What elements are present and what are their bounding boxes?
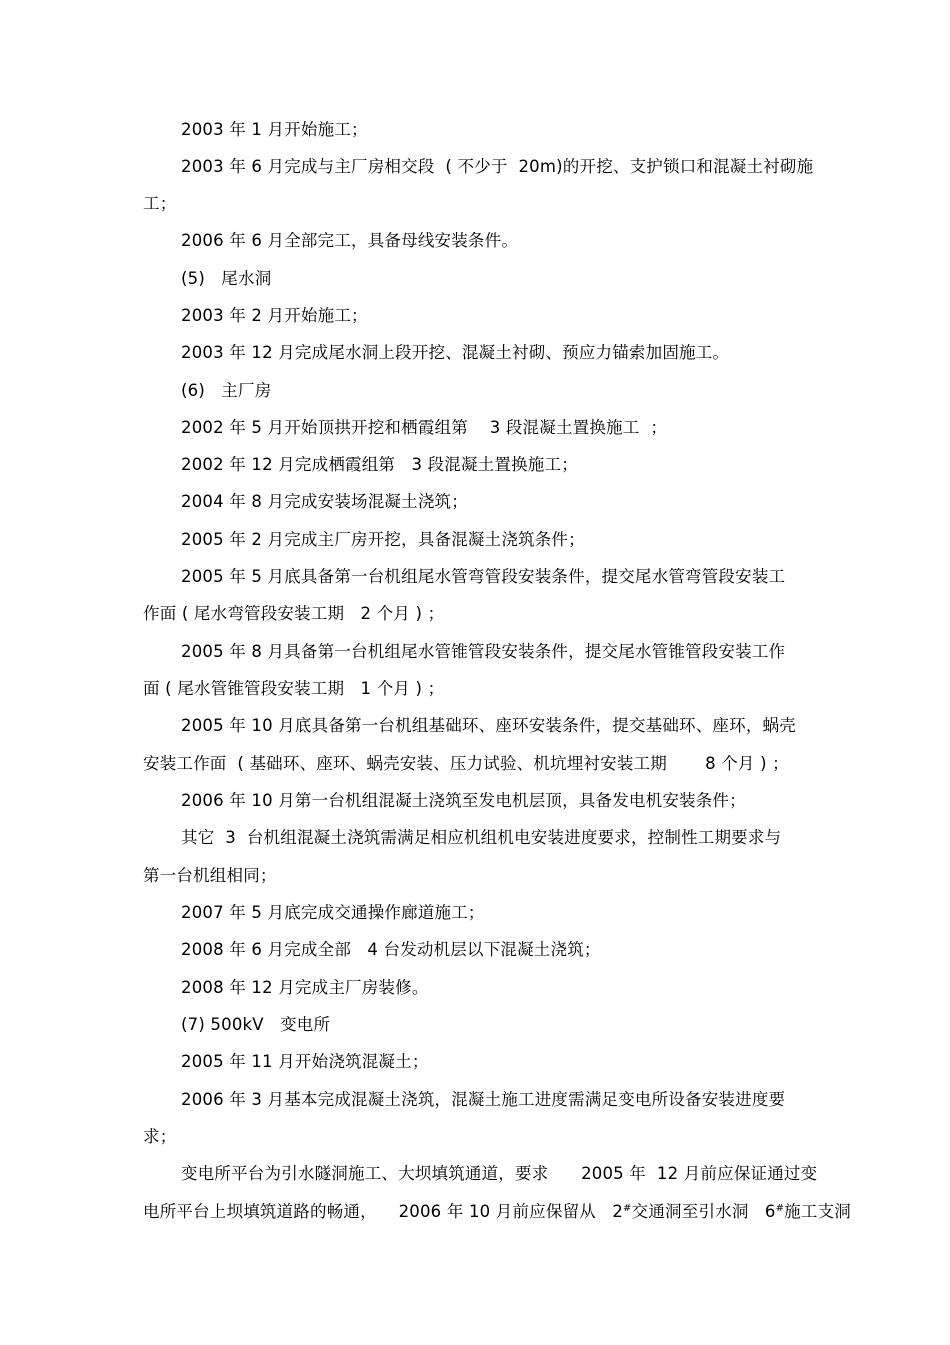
text-line: 2006 年 3 月基本完成混凝土浇筑，混凝土施工进度需满足变电所设备安装进度要 xyxy=(181,1090,786,1109)
text-segment: 施工支洞 xyxy=(784,1202,851,1221)
section-heading: (7) 500kV 变电所 xyxy=(181,1015,331,1034)
text-segment: 交通洞至引水洞 6 xyxy=(631,1202,776,1221)
text-line: 2006 年 10 月第一台机组混凝土浇筑至发电机层顶，具备发电机安装条件； xyxy=(181,791,746,810)
text-line: 2005 年 10 月底具备第一台机组基础环、座环安装条件，提交基础环、座环，蜗壳 xyxy=(181,716,796,735)
text-line: 作面 ( 尾水弯管段安装工期 2 个月 ) ； xyxy=(143,604,445,623)
text-line: 求； xyxy=(143,1127,177,1146)
text-line: 第一台机组相同； xyxy=(143,866,277,885)
text-line: 2002 年 5 月开始顶拱开挖和栖霞组第 3 段混凝土置换施工 ； xyxy=(181,418,668,437)
text-line: 2003 年 12 月完成尾水洞上段开挖、混凝土衬砌、预应力锚索加固施工。 xyxy=(181,343,730,362)
text-line: 2003 年 1 月开始施工； xyxy=(181,120,368,139)
superscript-mark: # xyxy=(623,1203,632,1214)
text-line: 2003 年 2 月开始施工； xyxy=(181,306,368,325)
text-line: 2005 年 8 月具备第一台机组尾水管锥管段安装条件，提交尾水管锥管段安装工作 xyxy=(181,642,786,661)
section-heading: (5) 尾水洞 xyxy=(181,269,272,288)
text-line: 2008 年 12 月完成主厂房装修。 xyxy=(181,978,429,997)
text-line: 2005 年 5 月底具备第一台机组尾水管弯管段安装条件，提交尾水管弯管段安装工 xyxy=(181,567,786,586)
text-line-with-superscripts xyxy=(143,1202,851,1222)
text-line: 其它 3 台机组混凝土浇筑需满足相应机组机电安装进度要求，控制性工期要求与 xyxy=(181,828,782,847)
superscript-mark: # xyxy=(775,1203,785,1214)
text-line: 2006 年 6 月全部完工，具备母线安装条件。 xyxy=(181,231,519,250)
text-line: 2008 年 6 月完成全部 4 台发动机层以下混凝土浇筑； xyxy=(181,940,601,959)
text-segment: 电所平台上坝填筑道路的畅通， 2006 年 10 月前应保留从 2 xyxy=(143,1202,624,1221)
text-line: 面 ( 尾水管锥管段安装工期 1 个月 ) ； xyxy=(143,679,445,698)
text-line: 安装工作面 ( 基础环、座环、蜗壳安装、压力试验、机坑埋衬安装工期 8 个月 ) ； xyxy=(143,754,789,773)
text-line: 2007 年 5 月底完成交通操作廊道施工； xyxy=(181,903,485,922)
text-line: 2002 年 12 月完成栖霞组第 3 段混凝土置换施工； xyxy=(181,455,578,474)
text-line: 2003 年 6 月完成与主厂房相交段 ( 不少于 20m)的开挖、支护锁口和混凝土衬砌施 xyxy=(181,157,814,176)
text-line: 2005 年 2 月完成主厂房开挖，具备混凝土浇筑条件； xyxy=(181,530,585,549)
text-line: 2004 年 8 月完成安装场混凝土浇筑； xyxy=(181,492,468,511)
text-line: 2005 年 11 月开始浇筑混凝土； xyxy=(181,1052,429,1071)
text-line: 变电所平台为引水隧洞施工、大坝填筑通道，要求 2005 年 12 月前应保证通过变 xyxy=(181,1164,818,1183)
text-line: 工； xyxy=(143,194,177,213)
section-heading: (6) 主厂房 xyxy=(181,381,272,400)
